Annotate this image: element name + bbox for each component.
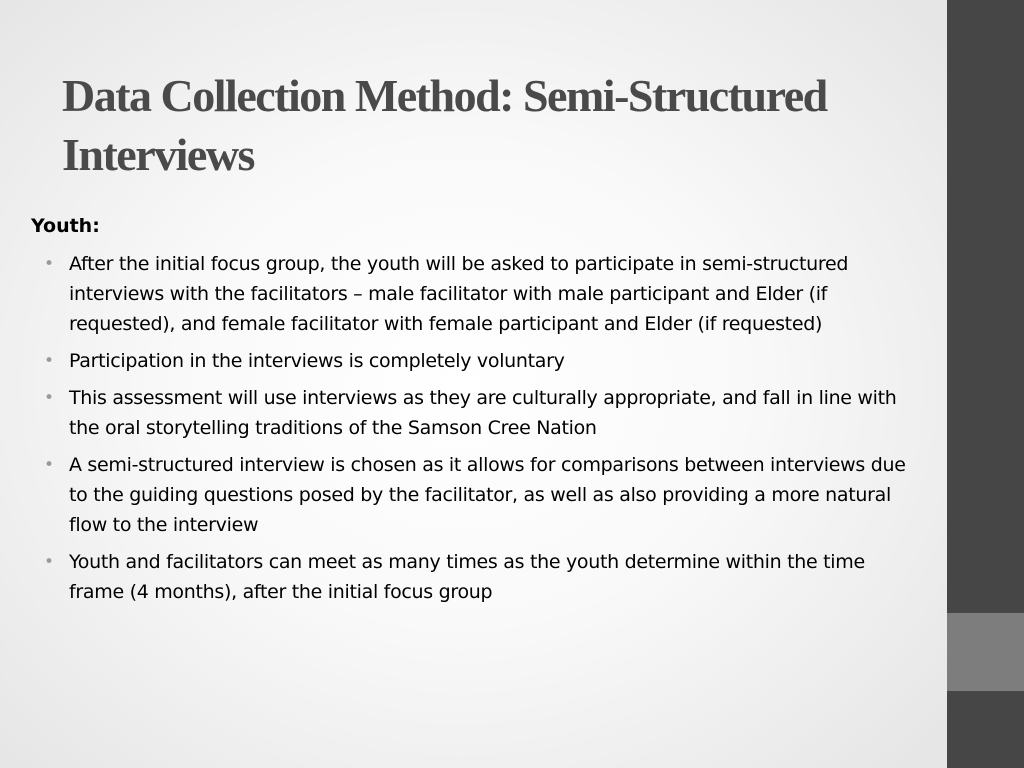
- slide-body: [31, 211, 921, 614]
- bullet-dot-icon: •: [44, 351, 54, 371]
- bullet-text: A semi-structured interview is chosen as it allows for comparisons between interviews due to the guiding questions posed by the facilitator, as well as also providing a more natural flow to the interview: [69, 454, 906, 536]
- bullet-list: [31, 249, 921, 607]
- bullet-dot-icon: •: [44, 254, 54, 274]
- slide-title: Data Collection Method: Semi-Structured Interviews: [62, 70, 827, 180]
- sidebar-accent-block: [947, 613, 1024, 691]
- section-label: Youth:: [31, 215, 100, 237]
- bullet-dot-icon: •: [44, 455, 54, 475]
- bullet-item: [31, 547, 921, 607]
- decorative-sidebar: [947, 0, 1024, 768]
- bullet-item: [31, 346, 921, 376]
- bullet-item: [31, 383, 921, 443]
- bullet-item: [31, 450, 921, 540]
- bullet-item: [31, 249, 921, 339]
- bullet-dot-icon: •: [44, 388, 54, 408]
- bullet-dot-icon: •: [44, 552, 54, 572]
- bullet-text: This assessment will use interviews as they are culturally appropriate, and fall in line with the oral storytelling traditions of the Samson Cree Nation: [69, 387, 897, 439]
- bullet-text: Youth and facilitators can meet as many times as the youth determine within the time frame (4 months), after the initial focus group: [69, 551, 865, 603]
- bullet-text: Participation in the interviews is completely voluntary: [69, 350, 565, 372]
- bullet-text: After the initial focus group, the youth will be asked to participate in semi-structured interviews with the facilitators – male facilitator with male participant and Elder (if requested), and female facilitator with female participant and Elder (if requested): [69, 253, 849, 335]
